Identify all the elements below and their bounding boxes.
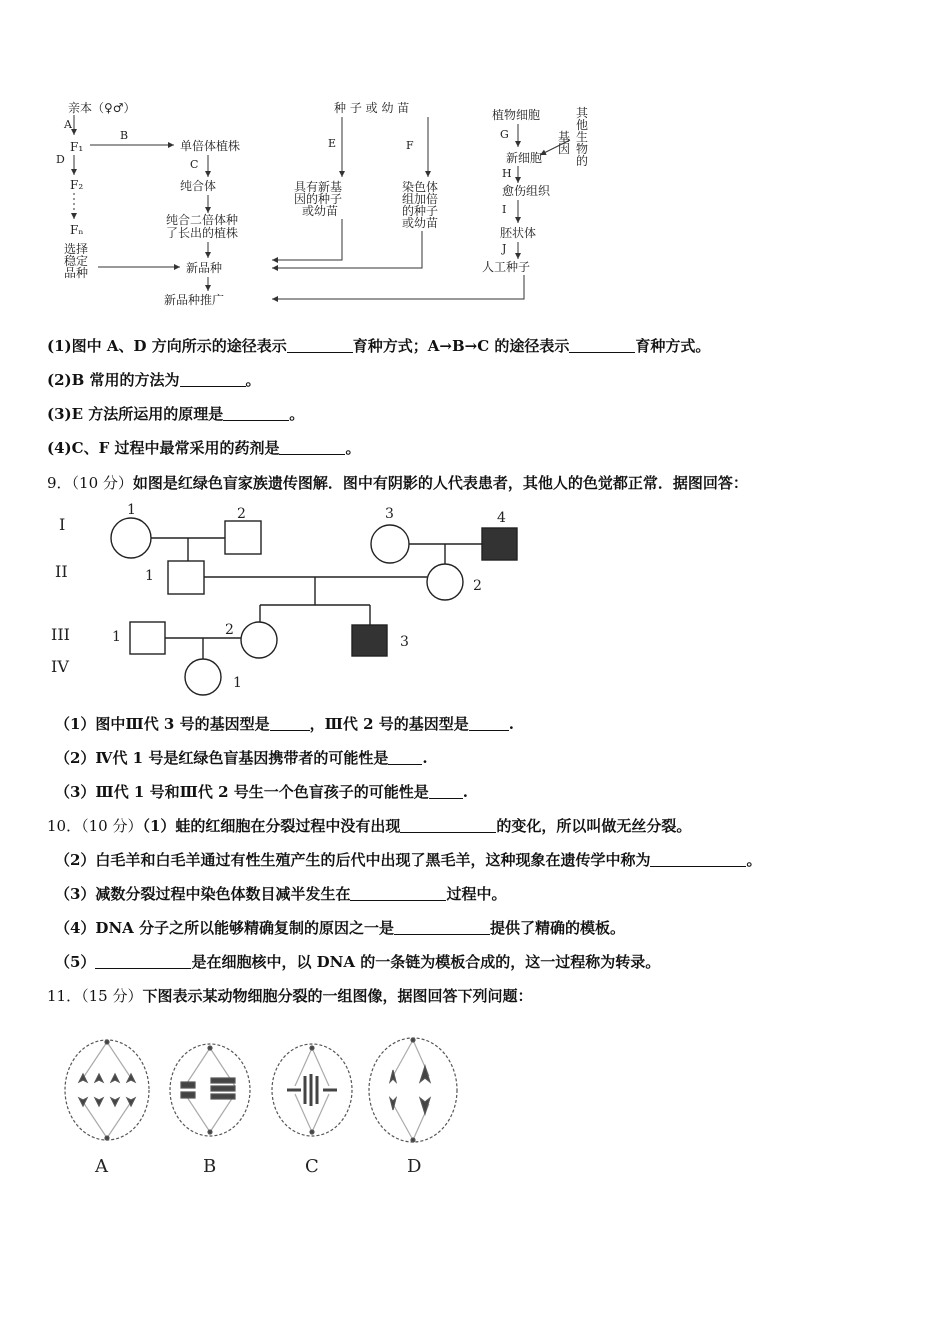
arrow-c-label: C	[190, 158, 199, 171]
i2-number: 2	[237, 506, 246, 522]
other-line-5: 的	[576, 154, 589, 168]
seed-label: 种 子 或 幼 苗	[334, 101, 410, 115]
q10-part1-text-b: 的变化，所以叫做无丝分裂。	[496, 817, 692, 835]
new-gene-line-2: 因的种子	[294, 192, 343, 206]
cell-label-c: C	[305, 1156, 319, 1177]
arrow-b-label: B	[120, 129, 129, 142]
gen-1-label: I	[59, 515, 66, 534]
arrow-f-label: F	[406, 139, 414, 152]
select-line-3: 品种	[64, 266, 89, 280]
other-line-3: 生	[576, 130, 589, 144]
iii2-number: 2	[225, 622, 234, 638]
q10-number: 10．	[47, 817, 82, 835]
q9-stem	[47, 473, 748, 493]
artificial-seed-label: 人工种子	[482, 260, 531, 274]
cell-label-b: B	[203, 1156, 217, 1177]
q9-part2-text-b: .	[422, 749, 428, 767]
f2-label: F₂	[70, 178, 84, 192]
gene-line-1: 基	[558, 130, 571, 144]
gene-line-2: 因	[558, 142, 571, 156]
q10-part3	[55, 884, 506, 904]
ii1-number: 1	[145, 568, 154, 584]
new-gene-line-1: 具有新基	[294, 180, 343, 194]
gen-4-label: IV	[51, 657, 69, 676]
embryoid-label: 胚状体	[500, 226, 537, 240]
cell-division-figures	[55, 1030, 485, 1180]
q8-part2-text-b: 。	[245, 371, 261, 389]
pure-label: 纯合体	[180, 179, 217, 193]
polyploid-line-3: 的种子	[402, 204, 439, 218]
q10-blank-3[interactable]	[350, 885, 446, 901]
arrow-g-label: G	[500, 128, 509, 141]
q8-part1	[47, 336, 710, 356]
q9-part3	[55, 782, 468, 802]
other-line-2: 他	[576, 118, 589, 132]
q8-blank-1[interactable]	[287, 337, 353, 353]
q8-part1-text-c: 育种方式。	[635, 337, 711, 355]
q9-number: 9．	[47, 474, 72, 492]
q8-part1-text-a: (1)图中 A、D 方向所示的途径表示	[47, 337, 287, 355]
arrow-h-label: H	[502, 167, 512, 180]
promotion-label: 新品种推广	[164, 293, 225, 307]
q8-part4	[47, 438, 360, 458]
q8-part2	[47, 370, 261, 390]
q9-blank-2[interactable]	[469, 715, 509, 731]
polyploid-line-2: 组加倍	[402, 192, 439, 206]
arrow-e-label: E	[328, 137, 337, 150]
diploid-line-2: 了长出的植株	[166, 226, 239, 240]
q9-score: （10 分）	[71, 474, 133, 492]
q11-score: （15 分）	[81, 987, 143, 1005]
q9-part3-text-a: （3）Ⅲ代 1 号和Ⅲ代 2 号生一个色盲孩子的可能性是	[55, 783, 429, 801]
q9-blank-1[interactable]	[270, 715, 310, 731]
q10-score: （10 分）	[81, 817, 143, 835]
q9-part1	[55, 714, 514, 734]
q10-part4	[55, 918, 625, 938]
q9-part1-text-b: ，Ⅲ代 2 号的基因型是	[309, 715, 469, 733]
q10-blank-5[interactable]	[95, 953, 191, 969]
q8-part3-text-b: 。	[289, 405, 305, 423]
q10-part2-text-a: （2）白毛羊和白毛羊通过有性生殖产生的后代中出现了黑毛羊，这种现象在遗传学中称为	[55, 851, 651, 869]
polyploid-line-1: 染色体	[402, 180, 439, 194]
q9-part2	[55, 748, 428, 768]
q10-part3-text-b: 过程中。	[446, 885, 507, 903]
q8-blank-5[interactable]	[279, 439, 345, 455]
breeding-flowchart	[40, 95, 620, 310]
arrow-i-label: I	[502, 203, 507, 216]
q8-part4-text-b: 。	[345, 439, 361, 457]
i4-number: 4	[497, 510, 506, 526]
q10-blank-4[interactable]	[394, 919, 490, 935]
f1-label: F₁	[70, 140, 84, 154]
new-cell-label: 新细胞	[506, 151, 543, 165]
q10-part1-text-a: （1）蛙的红细胞在分裂过程中没有出现	[142, 817, 401, 835]
q10-part4-text-a: （4）DNA 分子之所以能够精确复制的原因之一是	[55, 919, 395, 937]
q11-number: 11．	[47, 987, 82, 1005]
q9-part1-text-a: （1）图中Ⅲ代 3 号的基因型是	[55, 715, 270, 733]
q8-part2-text-a: (2)B 常用的方法为	[47, 371, 180, 389]
iii3-number: 3	[400, 634, 409, 650]
q10-part2-text-b: 。	[746, 851, 762, 869]
ii2-number: 2	[473, 578, 482, 594]
plant-cell-label: 植物细胞	[492, 108, 541, 122]
parent-label: 亲本（♀♂）	[68, 101, 136, 115]
cell-label-a: A	[95, 1156, 108, 1177]
q11-stem-text: 下图表示某动物细胞分裂的一组图像，据图回答下列问题：	[142, 987, 533, 1005]
q10-blank-1[interactable]	[400, 817, 496, 833]
diploid-line-1: 纯合二倍体种	[166, 213, 239, 227]
q8-part4-text-a: (4)C、F 过程中最常采用的药剂是	[47, 439, 280, 457]
q9-part2-text-a: （2）Ⅳ代 1 号是红绿色盲基因携带者的可能性是	[55, 749, 389, 767]
other-line-4: 物	[576, 142, 589, 156]
q8-blank-3[interactable]	[180, 371, 246, 387]
q10-part3-text-a: （3）减数分裂过程中染色体数目减半发生在	[55, 885, 351, 903]
cell-label-d: D	[407, 1156, 422, 1177]
q10-part1	[47, 816, 691, 836]
new-variety-label: 新品种	[186, 261, 223, 275]
arrow-d-label: D	[56, 153, 65, 166]
q8-part3-text-a: (3)E 方法所运用的原理是	[47, 405, 224, 423]
select-line-1: 选择	[64, 242, 89, 256]
q10-part5	[55, 952, 660, 972]
q8-blank-4[interactable]	[223, 405, 289, 421]
q10-blank-2[interactable]	[650, 851, 746, 867]
q8-part1-text-b: 育种方式；A→B→C 的途径表示	[352, 337, 570, 355]
haploid-label: 单倍体植株	[180, 139, 241, 153]
q10-part5-text-a: （5）	[55, 953, 96, 971]
q10-part2	[55, 850, 761, 870]
iii1-number: 1	[112, 629, 121, 645]
q10-part4-text-b: 提供了精确的模板。	[490, 919, 626, 937]
q9-blank-4[interactable]	[429, 783, 463, 799]
q11-stem	[47, 986, 532, 1006]
i3-number: 3	[385, 506, 394, 522]
q9-blank-3[interactable]	[388, 749, 422, 765]
q8-part3	[47, 404, 304, 424]
fn-label: Fₙ	[70, 223, 84, 237]
i1-number: 1	[127, 502, 136, 518]
arrow-j-label: J	[502, 242, 507, 255]
q9-part1-text-c: .	[508, 715, 514, 733]
arrow-a-label: A	[64, 118, 72, 131]
gen-3-label: III	[51, 625, 70, 644]
new-gene-line-3: 或幼苗	[302, 204, 339, 218]
q9-stem-text: 如图是红绿色盲家族遗传图解．图中有阴影的人代表患者，其他人的色觉都正常．据图回答：	[132, 474, 748, 492]
q8-blank-2[interactable]	[569, 337, 635, 353]
callus-label: 愈伤组织	[502, 184, 551, 198]
gen-2-label: II	[55, 562, 68, 581]
q9-part3-text-b: .	[462, 783, 468, 801]
q10-part5-text-b: 是在细胞核中，以 DNA 的一条链为模板合成的，这一过程称为转录。	[191, 953, 661, 971]
polyploid-line-4: 或幼苗	[402, 216, 439, 230]
other-line-1: 其	[576, 106, 589, 120]
pedigree-chart	[45, 500, 565, 700]
iv1-number: 1	[233, 675, 242, 691]
select-line-2: 稳定	[64, 254, 89, 268]
